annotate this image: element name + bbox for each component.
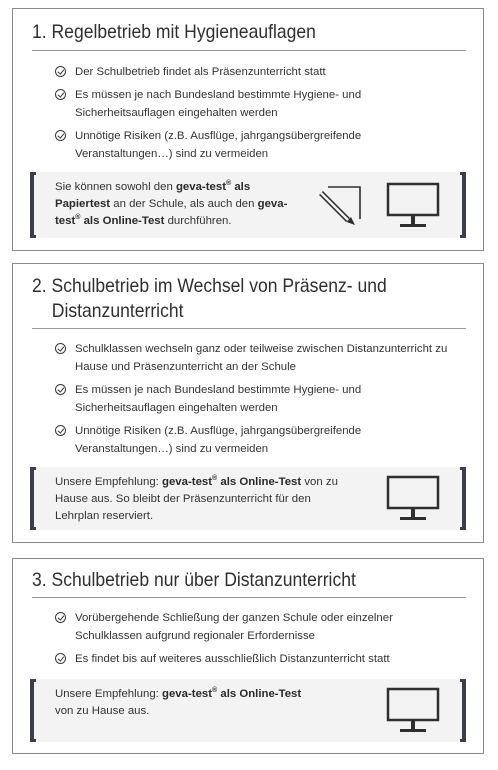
check-circle-icon bbox=[55, 130, 66, 141]
list-item bbox=[55, 422, 461, 458]
section-title: 2. Schulbetrieb im Wechsel von Präsenz- und Distanzunterricht bbox=[32, 275, 387, 322]
section-title: 3. Schulbetrieb nur über Distanzunterricht bbox=[32, 569, 356, 591]
list-item-text: Vorübergehende Schließung der ganzen Schule oder einzelner Schulklassen aufgrund regionaler Erfordernisse bbox=[75, 612, 393, 642]
title-divider bbox=[32, 597, 466, 598]
checklist bbox=[55, 63, 461, 168]
title-divider bbox=[32, 328, 466, 329]
title-divider bbox=[32, 50, 466, 51]
section-wechselbetrieb bbox=[12, 263, 484, 543]
bracket-right bbox=[460, 467, 466, 530]
checklist bbox=[55, 340, 461, 463]
check-circle-icon bbox=[55, 343, 66, 354]
check-circle-icon bbox=[55, 89, 66, 100]
recommendation-text: Unsere Empfehlung: geva-test® als Online-Test von zu Hause aus. So bleibt der Präsenzunterricht für den Lehrplan reserviert. bbox=[55, 475, 338, 522]
list-item-text: Schulklassen wechseln ganz oder teilweise zwischen Distanzunterricht zu Hause und Präsenzunterricht an der Schule bbox=[75, 343, 448, 373]
list-item-text: Unnötige Risiken (z.B. Ausflüge, jahrgangsübergreifende Veranstaltungen…) sind zu vermeiden bbox=[75, 425, 362, 455]
recommendation-box bbox=[30, 679, 466, 742]
check-circle-icon bbox=[55, 612, 66, 623]
bracket-right bbox=[460, 172, 466, 238]
section-title: 1. Regelbetrieb mit Hygieneauflagen bbox=[32, 21, 316, 43]
recommendation-text: Unsere Empfehlung: geva-test® als Online-Test von zu Hause aus. bbox=[55, 687, 302, 717]
monitor-icon bbox=[386, 475, 442, 523]
list-item-text: Es müssen je nach Bundesland bestimmte Hygiene- und Sicherheitsauflagen eingehalten werden bbox=[75, 89, 362, 119]
section-distanzunterricht bbox=[12, 558, 484, 754]
bracket-left bbox=[30, 172, 36, 238]
recommendation-box bbox=[30, 172, 466, 238]
bracket-left bbox=[30, 467, 36, 530]
check-circle-icon bbox=[55, 425, 66, 436]
list-item bbox=[55, 340, 461, 376]
check-circle-icon bbox=[55, 384, 66, 395]
check-circle-icon bbox=[55, 653, 66, 664]
pencil-paper-icon bbox=[318, 183, 364, 229]
list-item bbox=[55, 381, 461, 417]
list-item-text: Es findet bis auf weiteres ausschließlich Distanzunterricht statt bbox=[75, 653, 390, 665]
recommendation-text: Sie können sowohl den geva-test® als Papiertest an der Schule, als auch den geva-test® als Online-Test durchführen. bbox=[55, 180, 288, 227]
check-circle-icon bbox=[55, 66, 66, 77]
bracket-left bbox=[30, 679, 36, 742]
checklist bbox=[55, 609, 461, 673]
list-item bbox=[55, 86, 461, 122]
list-item bbox=[55, 609, 461, 645]
list-item bbox=[55, 127, 461, 163]
list-item bbox=[55, 63, 461, 81]
bracket-right bbox=[460, 679, 466, 742]
recommendation-box bbox=[30, 467, 466, 530]
monitor-icon bbox=[386, 687, 442, 735]
list-item-text: Der Schulbetrieb findet als Präsenzunterricht statt bbox=[75, 66, 326, 78]
section-regelbetrieb bbox=[12, 8, 484, 251]
monitor-icon bbox=[386, 182, 442, 230]
list-item-text: Unnötige Risiken (z.B. Ausflüge, jahrgangsübergreifende Veranstaltungen…) sind zu vermeiden bbox=[75, 130, 362, 160]
list-item-text: Es müssen je nach Bundesland bestimmte Hygiene- und Sicherheitsauflagen eingehalten werden bbox=[75, 384, 362, 414]
list-item bbox=[55, 650, 461, 668]
